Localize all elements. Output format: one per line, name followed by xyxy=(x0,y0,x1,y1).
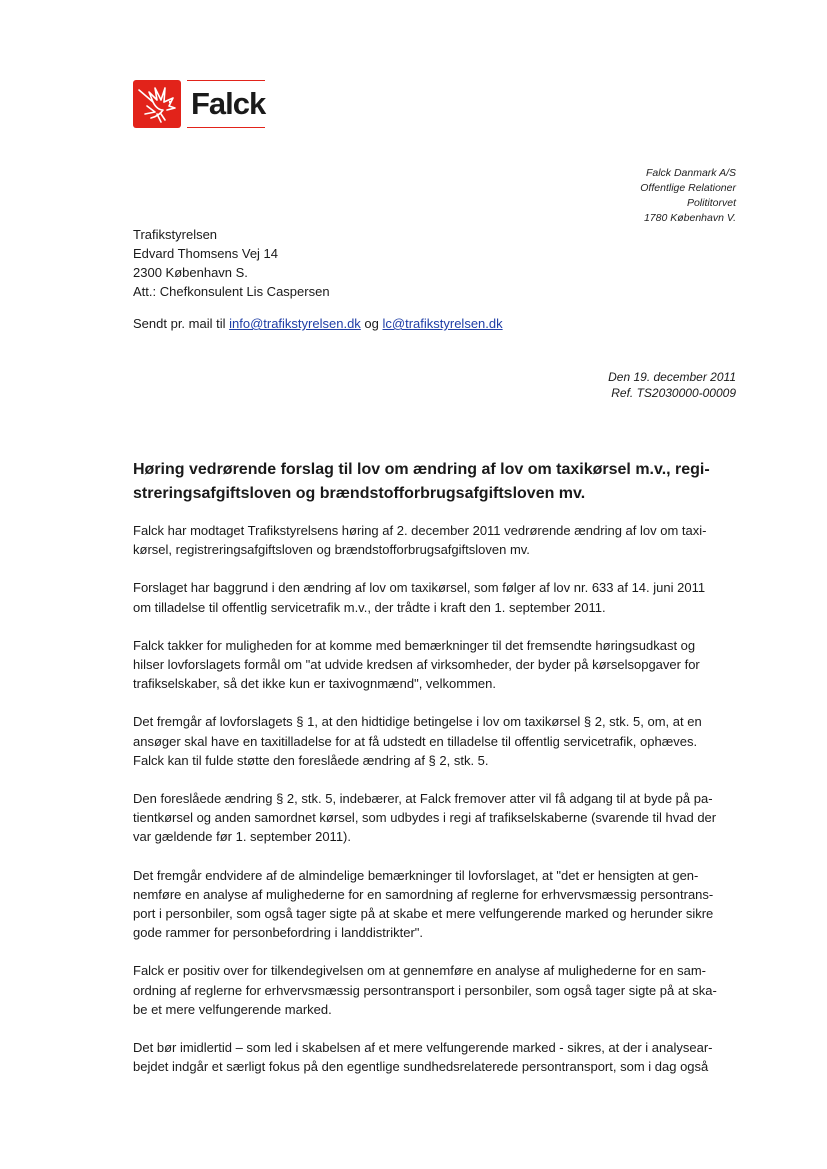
body-line: nemføre en analyse af mulighederne for en samordning af reglerne for erhvervsmæssig persontrans- xyxy=(133,886,714,902)
paragraph xyxy=(133,1038,733,1076)
falck-logo xyxy=(133,80,268,130)
body-line: Falck har modtaget Trafikstyrelsens høring af 2. december 2011 vedrørende ændring af lov om taxi- xyxy=(133,523,707,538)
body-line: Det fremgår af lovforslagets § 1, at den hidtidige betingelse i lov om taxikørsel § 2, stk. 5, om, at en xyxy=(133,714,702,730)
body-line: hilser lovforslagets formål om "at udvide kredsen af virksomheder, der byder på kørselsopgaver for xyxy=(133,657,700,673)
body-line: port i personbiler, som også tager sigte på at skabe et mere velfungerende marked og herunder sikre xyxy=(133,906,714,922)
body-line: bejdet indgår et særligt fokus på den egentlige sundhedsrelaterede persontransport, som i dag også xyxy=(133,1059,709,1075)
logo-wordmark: Falck xyxy=(191,86,266,121)
body-line: Den foreslåede ændring § 2, stk. 5, indebærer, at Falck fremover atter vil få adgang til at byde på pa- xyxy=(133,791,713,807)
recipient-line: Edvard Thomsens Vej 14 xyxy=(133,246,279,261)
body-line: kørsel, registreringsafgiftsloven og brændstofforbrugsafgiftsloven mv. xyxy=(133,542,530,558)
date-reference-block xyxy=(608,369,736,401)
body-line: Falck er positiv over for tilkendegivelsen om at gennemføre en analyse af mulighederne for en sam- xyxy=(133,963,707,979)
heading-line: Høring vedrørende forslag til lov om ændring af lov om taxikørsel m.v., regi- xyxy=(133,461,710,478)
paragraph xyxy=(133,866,733,943)
body-line: var gældende før 1. september 2011). xyxy=(133,829,351,845)
letter-body xyxy=(133,521,733,1095)
sender-line: 1780 København V. xyxy=(643,212,736,224)
paragraph xyxy=(133,712,733,770)
body-line: tientkørsel og anden samordnet kørsel, som udbydes i regi af trafikselskaberne (svarende til hvad der xyxy=(133,810,717,826)
body-line: trafikselskaber, så det ikke kun er taxivognmænd", velkommen. xyxy=(133,676,496,692)
heading-line: streringsafgiftsloven og brændstofforbrugsafgiftsloven mv. xyxy=(133,485,586,502)
paragraph xyxy=(133,789,733,847)
recipient-line: Trafikstyrelsen xyxy=(133,227,218,242)
sent-by-mail-line xyxy=(133,314,503,333)
sender-line: Polititorvet xyxy=(686,197,736,209)
body-line: ansøger skal have en taxitilladelse for at få udstedt en tilladelse til offentlig servicetrafik, ophæves. xyxy=(133,733,698,749)
paragraph xyxy=(133,636,733,694)
body-line: Falck takker for muligheden for at komme med bemærkninger til det fremsendte høringsudkast og xyxy=(133,637,696,653)
body-line: Det fremgår endvidere af de almindelige bemærkninger til lovforslaget, at "det er hensigten at gen- xyxy=(133,867,699,883)
paragraph xyxy=(133,578,733,616)
logo-rule-bottom xyxy=(187,127,265,128)
paragraph xyxy=(133,961,733,1019)
logo-rule-top xyxy=(187,80,265,81)
sender-address xyxy=(640,166,736,226)
sent-prefix: Sendt pr. mail til xyxy=(133,316,230,331)
letter-date: Den 19. december 2011 xyxy=(608,370,736,384)
body-line: Forslaget har baggrund i den ændring af lov om taxikørsel, som følger af lov nr. 633 af 14. juni 2011 xyxy=(133,580,706,596)
body-line: be et mere velfungerende marked. xyxy=(133,1001,332,1017)
body-line: gode rammer for personbefordring i landdistrikter". xyxy=(133,925,424,941)
body-line: Det bør imidlertid – som led i skabelsen af et mere velfungerende marked - sikres, at der i analysear- xyxy=(133,1040,713,1056)
recipient-line: Att.: Chefkonsulent Lis Caspersen xyxy=(133,284,330,299)
letter-reference: Ref. TS2030000-00009 xyxy=(611,386,736,400)
sender-line: Falck Danmark A/S xyxy=(645,167,736,179)
email-link-info[interactable]: info@trafikstyrelsen.dk xyxy=(229,316,361,331)
eagle-icon xyxy=(133,80,181,128)
paragraph xyxy=(133,521,733,559)
recipient-line: 2300 København S. xyxy=(133,265,248,280)
sender-line: Offentlige Relationer xyxy=(640,182,736,194)
sent-middle: og xyxy=(360,316,383,331)
body-line: Falck kan til fulde støtte den foreslåede ændring af § 2, stk. 5. xyxy=(133,752,489,768)
body-line: om tilladelse til offentlig servicetrafik m.v., der trådte i kraft den 1. september 2011. xyxy=(133,599,606,615)
recipient-address xyxy=(133,225,330,301)
body-line: ordning af reglerne for erhvervsmæssig persontransport i personbiler, som også tager sigte på at ska- xyxy=(133,982,717,998)
letter-heading xyxy=(133,458,733,506)
email-link-lc[interactable]: lc@trafikstyrelsen.dk xyxy=(382,316,503,331)
